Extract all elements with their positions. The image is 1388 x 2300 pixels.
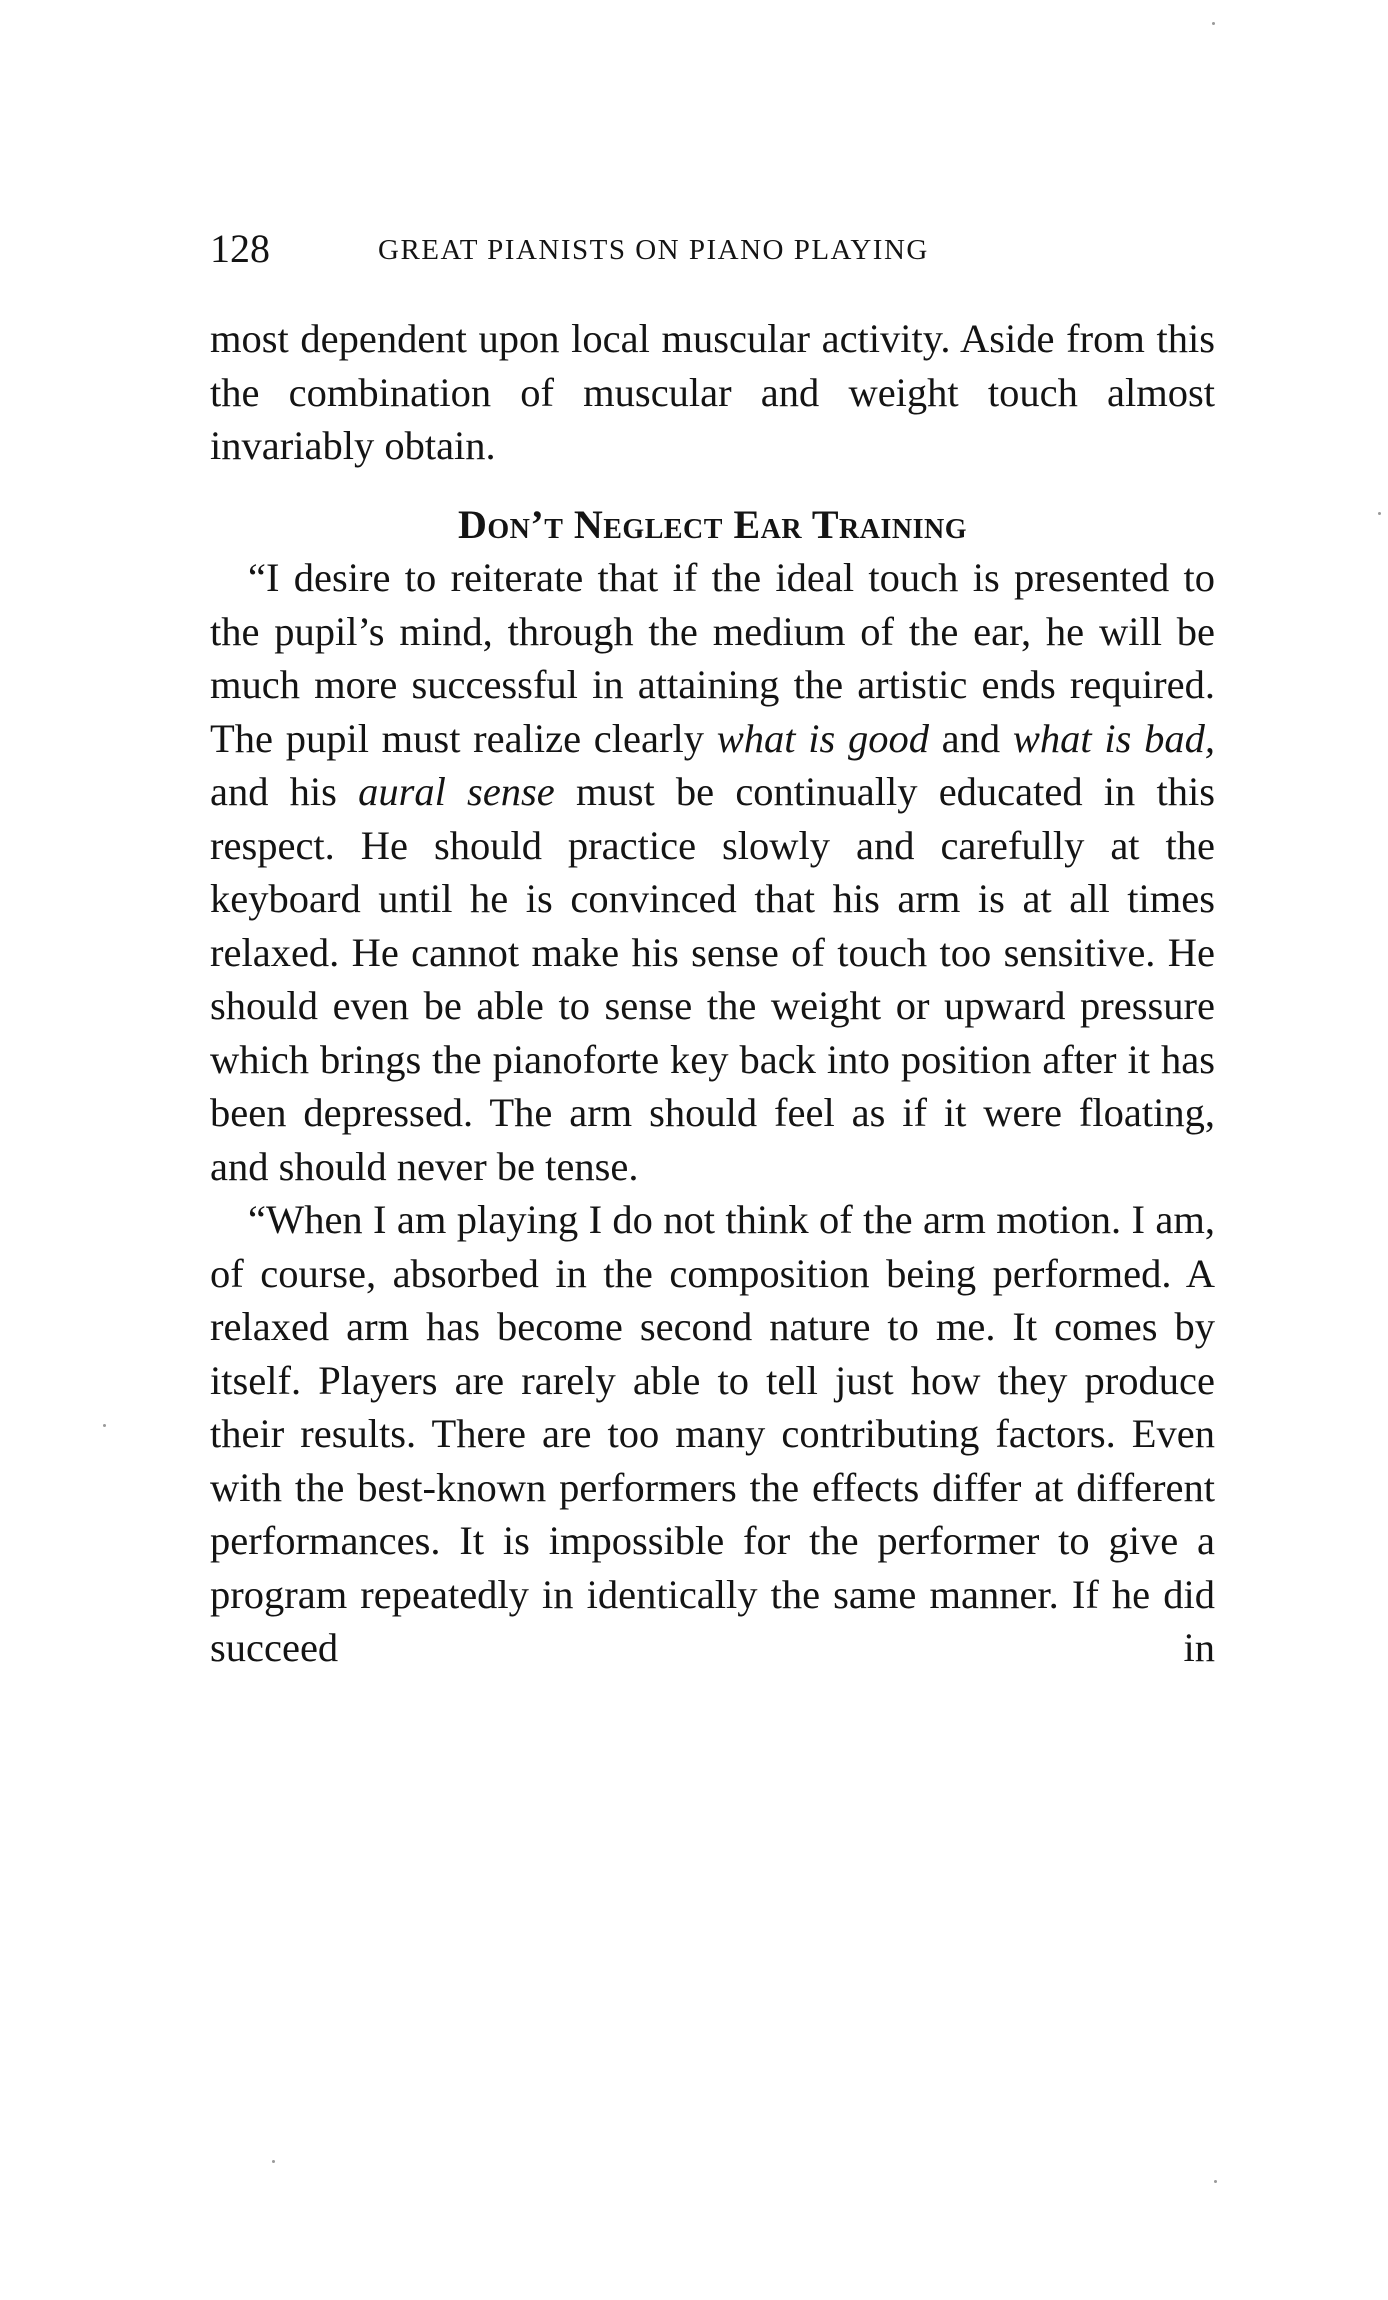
paper-speck <box>1378 512 1381 515</box>
paper-speck <box>1212 22 1215 25</box>
paragraph-text: must be continually educated in this respect. He should practice slowly and carefully at the keyboard until he is convinced that his arm is at all times relaxed. He cannot make his sense of touch too sensitive. He should even be able to sense the weight or upward pressure which brings the pianoforte key back into position after it has been depressed. The arm should feel as if it were floating, and should never be tense. <box>210 769 1215 1189</box>
paragraph-text: and <box>928 715 1013 761</box>
section-heading: Don’t Neglect Ear Training <box>457 501 967 547</box>
italic-phrase: what is bad, <box>1012 715 1216 761</box>
paragraph-continuation: most dependent upon local muscular activity. Aside from this the combination of muscular and weight touch almost invariably obtain. <box>210 316 1215 468</box>
running-title: GREAT PIANISTS ON PIANO PLAYING <box>378 234 929 266</box>
body-text <box>210 312 1215 1675</box>
italic-phrase: what is good <box>716 715 929 761</box>
paragraph-playing: “When I am playing I do not think of the arm motion. I am, of course, absorbed in the composition being performed. A relaxed arm has become second nature to me. It comes by itself. Players are rarely able to tell just how they produce their results. There are too many contributing factors. Even with the best-known performers the effects differ at different performances. It is impossible for the performer to give a program repeatedly in identically the same manner. If he did succeed in <box>210 1197 1215 1670</box>
running-head <box>210 224 1200 274</box>
paper-speck <box>103 1424 106 1427</box>
paper-speck <box>272 2160 275 2163</box>
paragraph-text: and his <box>210 769 359 814</box>
italic-phrase: aural sense <box>358 769 555 814</box>
paragraph-text: “I desire to reiterate that if the ideal touch is presented to the pupil’s mind, through the medium of the ear, he will be much more successful in attaining the artistic ends required. The pupil must realize clearly <box>210 555 1215 761</box>
paper-speck <box>1214 2180 1217 2183</box>
page-number: 128 <box>210 226 270 271</box>
paragraph-ear-training <box>210 551 1215 1193</box>
